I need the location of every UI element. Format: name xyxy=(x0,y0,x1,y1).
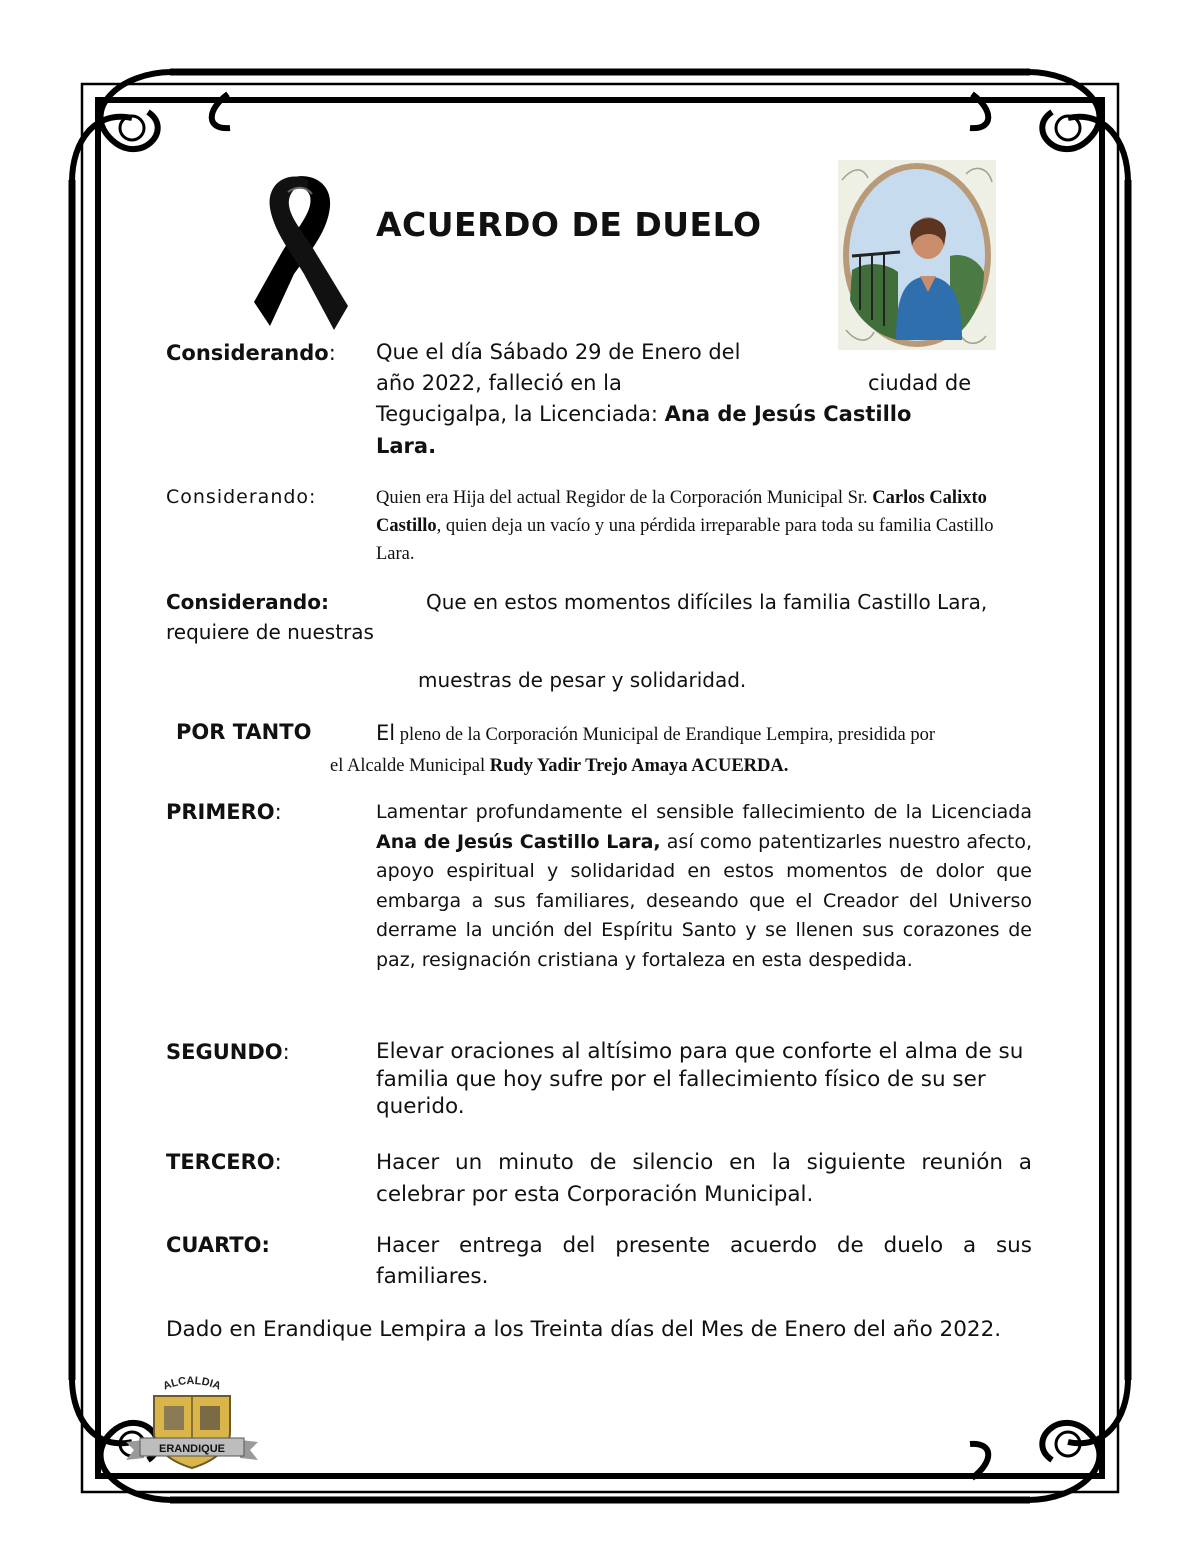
por-tanto-label: POR TANTO xyxy=(176,720,312,744)
considerando-1-line2a: año 2022, falleció en la xyxy=(376,371,622,395)
seal-top-text: ALCALDIA xyxy=(161,1374,223,1393)
considerando-3-line3: muestras de pesar y solidaridad. xyxy=(418,668,747,692)
municipal-seal xyxy=(126,1370,258,1474)
considerando-1-line1: Que el día Sábado 29 de Enero del xyxy=(376,340,741,364)
por-tanto-line2: el Alcalde Municipal Rudy Yadir Trejo Amaya ACUERDA. xyxy=(330,756,789,776)
considerando-3-label: Considerando: xyxy=(166,590,329,614)
segundo-label: SEGUNDO: xyxy=(166,1040,290,1064)
segundo-text: Elevar oraciones al altísimo para que conforte el alma de su familia que hoy sufre por el fallecimiento físico de su ser querido. xyxy=(376,1039,1024,1119)
regidor-name: Carlos Calixto Castillo xyxy=(376,488,987,536)
considerando-1-line3: Tegucigalpa, la Licenciada: Ana de Jesús Castillo xyxy=(376,402,912,426)
tercero-label: TERCERO: xyxy=(166,1150,282,1174)
seal-banner-text: ERANDIQUE xyxy=(158,1443,226,1455)
alcalde-name: Rudy Yadir Trejo Amaya ACUERDA. xyxy=(489,756,789,776)
mourning-ribbon-icon xyxy=(248,170,354,332)
considerando-1-line4: Lara. xyxy=(376,434,437,458)
cuarto-text: Hacer entrega del presente acuerdo de duelo a sus familiares. xyxy=(376,1233,1032,1289)
document-title: ACUERDO DE DUELO xyxy=(376,205,762,244)
tercero-text: Hacer un minuto de silencio en la siguiente reunión a celebrar por esta Corporación Municipal. xyxy=(376,1150,1032,1207)
considerando-1-label: Considerando: xyxy=(166,341,336,365)
considerando-3-line1: Que en estos momentos difíciles la familia Castillo Lara, xyxy=(426,590,988,614)
considerando-2-label: Considerando: xyxy=(166,486,317,508)
cuarto-label: CUARTO: xyxy=(166,1233,270,1257)
primero-label: PRIMERO: xyxy=(166,800,282,824)
por-tanto-line1: El pleno de la Corporación Municipal de Erandique Lempira, presidida por xyxy=(376,721,936,745)
considerando-2-text: Quien era Hija del actual Regidor de la Corporación Municipal Sr. Carlos Calixto Castillo, quien deja un vacío y una pérdida irreparable para toda su familia Castillo Lara. xyxy=(376,488,994,564)
portrait-photo xyxy=(838,160,996,350)
considerando-3-line2: requiere de nuestras xyxy=(166,620,374,644)
deceased-name: Ana de Jesús Castillo xyxy=(664,402,912,426)
closing-text: Dado en Erandique Lempira a los Treinta días del Mes de Enero del año 2022. xyxy=(166,1317,1002,1342)
considerando-1-line2b: ciudad de xyxy=(868,371,972,395)
primero-text: Lamentar profundamente el sensible fallecimiento de la Licenciada Ana de Jesús Castillo Lara, así como patentizarles nuestro afecto, apoyo espiritual y solidaridad en estos momentos de dolor que embarga a sus familiares, deseando que el Creador del Universo derrame la unción del Espíritu Santo y se llenen sus corazones de paz, resignación cristiana y fortaleza en esta despedida. xyxy=(376,801,1032,971)
